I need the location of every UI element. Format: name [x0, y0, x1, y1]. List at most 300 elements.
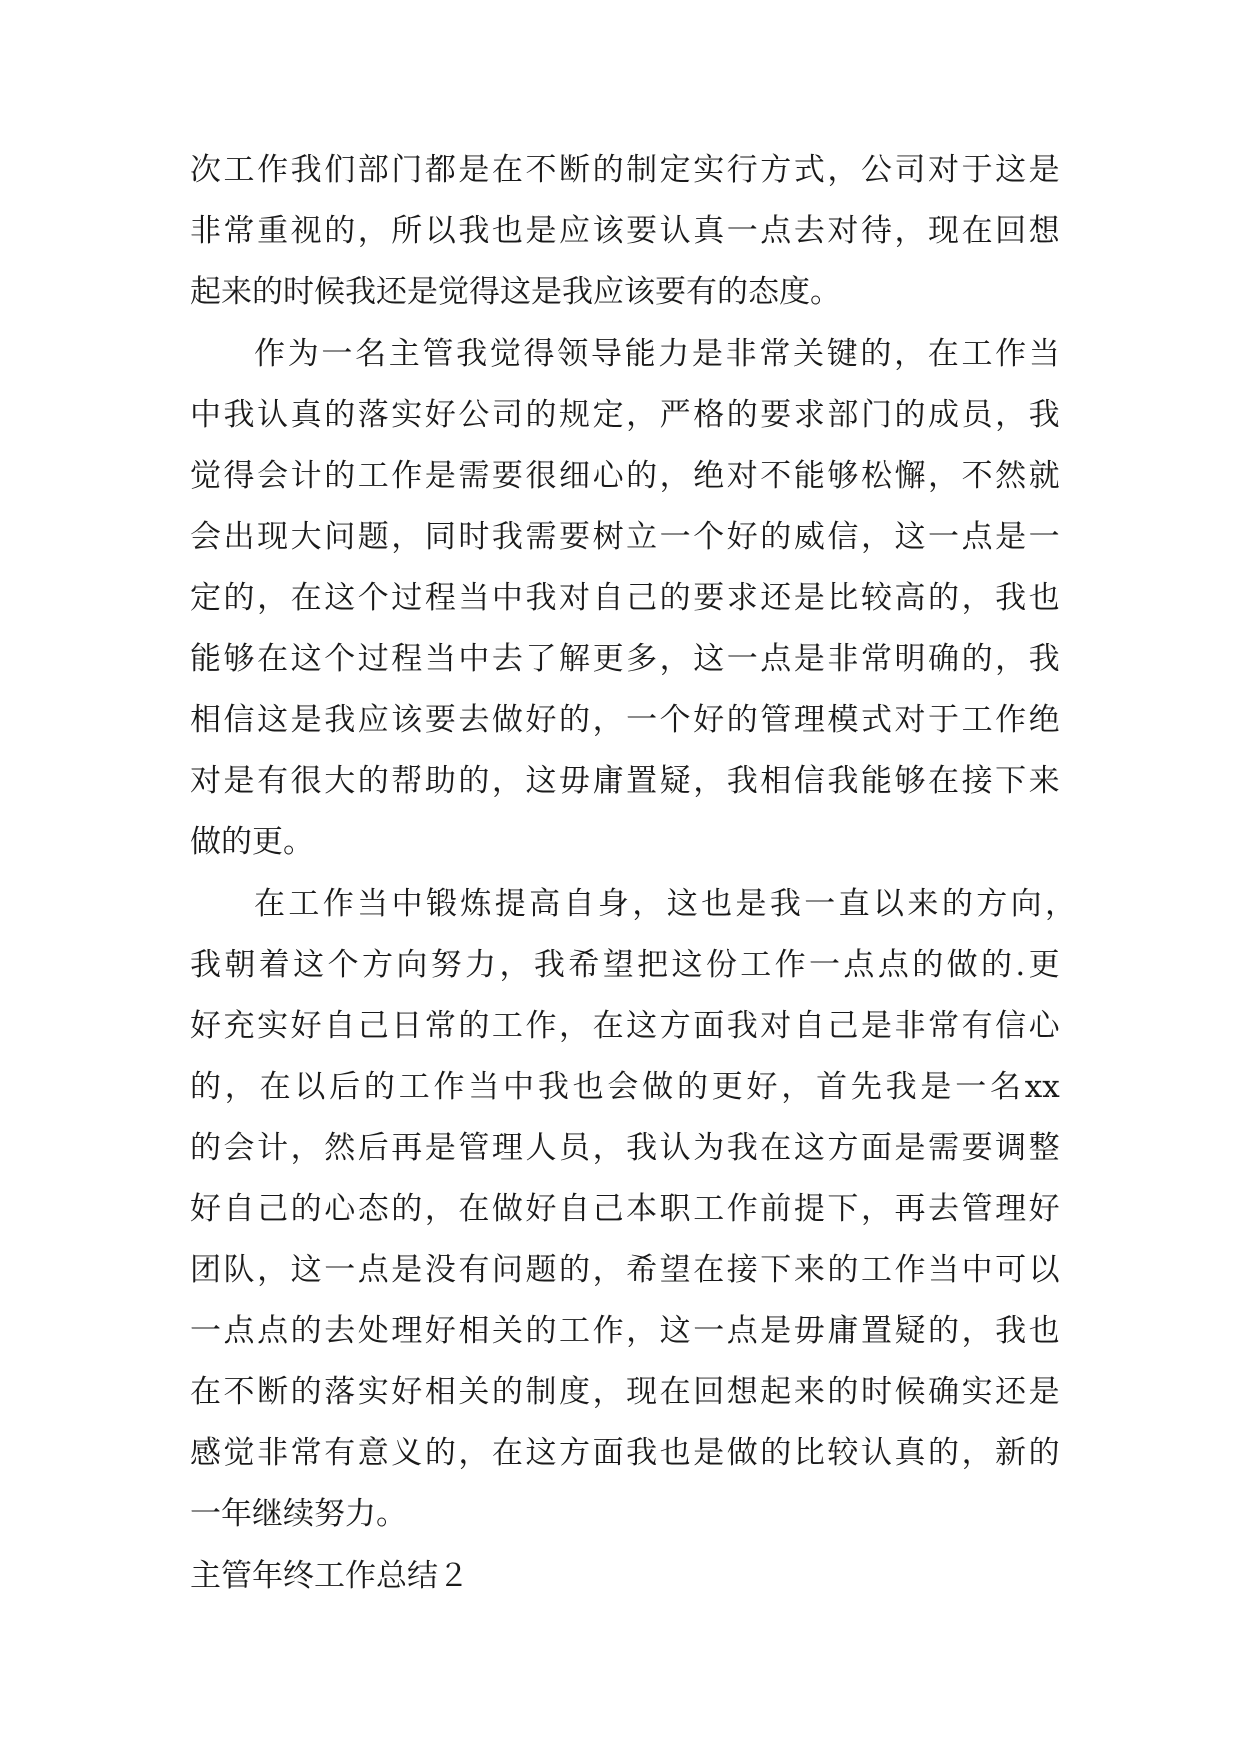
line-char: 真	[290, 397, 322, 433]
line-char: 前	[760, 1191, 792, 1227]
line-char: ，	[860, 519, 892, 555]
line-char: 这	[293, 947, 325, 983]
line-char: 求	[793, 397, 825, 433]
heading-text: 主管年终工作总结２	[190, 1558, 469, 1594]
line-char: 管	[760, 702, 792, 738]
line-char: 会	[607, 1069, 639, 1105]
line-char: 毋	[793, 1313, 825, 1349]
line-char: 现	[257, 519, 289, 555]
line-char: 比	[827, 580, 859, 616]
line-char: 提	[494, 886, 526, 922]
line-char: 做	[946, 947, 978, 983]
line-char: 自	[223, 1191, 255, 1227]
line-char: 我	[626, 1130, 658, 1166]
line-char: 我	[626, 1435, 658, 1471]
line-char: 锻	[425, 886, 457, 922]
line-char: 也	[659, 1435, 691, 1471]
line-char: 这	[525, 1435, 557, 1471]
line-char: 一	[1028, 519, 1060, 555]
line-char: 工	[860, 1252, 892, 1288]
line-char: 己	[592, 1191, 624, 1227]
line-char: 就	[1028, 458, 1060, 494]
line-char: 们	[324, 152, 356, 188]
line-char: 好	[525, 702, 557, 738]
line-char: 好	[525, 1191, 557, 1227]
line-char: 的	[928, 580, 960, 616]
line-char: 面	[693, 1008, 725, 1044]
line-char: 提	[793, 1191, 825, 1227]
line-char: 不	[760, 458, 792, 494]
line-char: 格	[693, 397, 725, 433]
line-char: 确	[928, 641, 960, 677]
line-char: 管	[422, 336, 454, 372]
line-char: 对	[928, 152, 960, 188]
line-char: 也	[701, 886, 733, 922]
line-char: 团	[190, 1252, 221, 1288]
line-char: 要	[693, 580, 725, 616]
line-char: 门	[391, 152, 423, 188]
line-char: 我	[537, 1069, 569, 1105]
line-char: 下	[827, 1191, 859, 1227]
line-char: 的	[559, 1252, 591, 1288]
line-char: 式	[860, 702, 892, 738]
line-char: 高	[529, 886, 561, 922]
line-char: 这	[666, 886, 698, 922]
line-char: 做	[491, 1191, 523, 1227]
line-char: ，	[827, 152, 859, 188]
line-char: 次	[190, 152, 221, 188]
line-char: 该	[592, 213, 624, 249]
line-char: 程	[424, 580, 456, 616]
line-char: ，	[424, 1191, 456, 1227]
line-char: 点	[961, 519, 993, 555]
line-char: 制	[626, 152, 658, 188]
line-char: 理	[995, 1191, 1027, 1227]
line-char: ，	[1044, 886, 1076, 922]
line-char: 要	[559, 519, 591, 555]
paragraph-line	[190, 456, 1060, 496]
line-char: 朝	[224, 947, 256, 983]
line-char: 工	[961, 702, 993, 738]
line-char: 当	[1028, 336, 1060, 372]
line-char: ，	[659, 641, 691, 677]
line-char: 在	[491, 152, 523, 188]
line-char: 己	[827, 1008, 859, 1044]
line-char: 的	[190, 1130, 221, 1166]
line-char: 能	[793, 458, 825, 494]
line-char: 问	[324, 519, 356, 555]
line-char: 规	[559, 397, 591, 433]
line-char: 相	[190, 702, 221, 738]
line-char: 现	[928, 213, 960, 249]
line-char: 解	[559, 641, 591, 677]
line-char: 好	[726, 519, 758, 555]
line-char: 这	[995, 152, 1027, 188]
line-char: 的	[424, 1435, 456, 1471]
line-char: ，	[860, 1191, 892, 1227]
line-char: 整	[1028, 1130, 1060, 1166]
line-char: 也	[1028, 580, 1060, 616]
line-char: 心	[1028, 1008, 1060, 1044]
line-char: 帮	[391, 763, 423, 799]
line-char: 后	[329, 1069, 361, 1105]
line-char: 义	[391, 1435, 423, 1471]
line-char: 回	[995, 213, 1027, 249]
line-char: 我	[827, 763, 859, 799]
line-char: 不	[525, 152, 557, 188]
line-char: 得	[523, 336, 555, 372]
line-char: 中	[491, 580, 523, 616]
line-char: 也	[1028, 1313, 1060, 1349]
line-char: 相	[424, 1374, 456, 1410]
line-char: 觉	[223, 1435, 255, 1471]
line-char: 有	[324, 1435, 356, 1471]
line-char: 会	[257, 458, 289, 494]
paragraph-line	[190, 1006, 1060, 1046]
line-char: 比	[793, 1435, 825, 1471]
line-char: 需	[928, 1130, 960, 1166]
line-char: 的	[290, 1313, 322, 1349]
line-char: 严	[659, 397, 691, 433]
line-char: 再	[894, 1191, 926, 1227]
line-char: 工	[693, 1191, 725, 1227]
line-char: ，	[961, 580, 993, 616]
line-char: 实	[357, 1374, 389, 1410]
line-char: 待	[860, 213, 892, 249]
line-char: 应	[559, 213, 591, 249]
line-char: 方	[559, 1435, 591, 1471]
line-char: 绝	[1028, 702, 1060, 738]
line-char: 的	[559, 702, 591, 738]
line-char: 为	[287, 336, 319, 372]
line-char: 我	[491, 519, 523, 555]
line-char: ，	[391, 519, 423, 555]
line-char: ，	[928, 458, 960, 494]
line-char: 常	[223, 213, 255, 249]
line-char: 以	[873, 886, 905, 922]
line-char: ，	[357, 213, 389, 249]
line-char: 非	[894, 1008, 926, 1044]
line-char: 得	[223, 458, 255, 494]
line-char: 是	[894, 1130, 926, 1166]
line-char: ，	[894, 336, 926, 372]
line-char: 首	[816, 1069, 848, 1105]
paragraph-line	[190, 395, 1060, 435]
line-char: 键	[826, 336, 858, 372]
line-char: 计	[257, 1130, 289, 1166]
line-char: 的	[894, 397, 926, 433]
line-char: 人	[525, 1130, 557, 1166]
line-char: 的	[860, 336, 892, 372]
line-char: 还	[995, 1374, 1027, 1410]
line-char: 以	[294, 1069, 326, 1105]
line-char: 工	[961, 336, 993, 372]
line-char: 一	[928, 519, 960, 555]
line-char: 作	[525, 1008, 557, 1044]
line-char: 是	[525, 213, 557, 249]
line-char: 炼	[460, 886, 492, 922]
line-char: 是	[691, 336, 723, 372]
line-char: 在	[760, 1130, 792, 1166]
line-char: 能	[860, 763, 892, 799]
line-char: 立	[626, 519, 658, 555]
line-char: 助	[424, 763, 456, 799]
line-char: 主	[388, 336, 420, 372]
line-char: 觉	[489, 336, 521, 372]
line-char: 感	[190, 1435, 221, 1471]
line-char: 职	[659, 1191, 691, 1227]
line-char: 模	[827, 702, 859, 738]
line-char: 公	[860, 152, 892, 188]
paragraph-line	[190, 639, 1060, 679]
line-char: 较	[827, 1435, 859, 1471]
line-char: 司	[894, 152, 926, 188]
line-char: 会	[190, 519, 221, 555]
line-char: 是	[793, 641, 825, 677]
line-char: 关	[458, 1374, 490, 1410]
line-char: 有	[257, 763, 289, 799]
line-char: 的	[928, 1313, 960, 1349]
line-char: 司	[491, 397, 523, 433]
line-char: 理	[793, 702, 825, 738]
line-char: 非	[827, 641, 859, 677]
line-char: 的	[760, 519, 792, 555]
paragraph-line	[190, 761, 1060, 801]
line-char: 的	[290, 1191, 322, 1227]
line-char: 身	[597, 886, 629, 922]
line-char: 于	[928, 702, 960, 738]
line-char: ，	[626, 397, 658, 433]
line-char: 中	[190, 397, 221, 433]
line-char: ，	[559, 1008, 591, 1044]
line-char: 力	[658, 336, 690, 372]
line-char: 一	[693, 1313, 725, 1349]
line-char: 的	[324, 397, 356, 433]
line-char: 在	[259, 1069, 291, 1105]
line-char: 作	[894, 1252, 926, 1288]
line-char: 信	[995, 1008, 1027, 1044]
line-char: ，	[257, 1252, 289, 1288]
line-char: 点	[257, 1313, 289, 1349]
line-char: 是	[424, 1130, 456, 1166]
line-char: 更	[592, 641, 624, 677]
line-char: 的	[626, 458, 658, 494]
line-char: 的	[726, 397, 758, 433]
line-char: 的	[941, 886, 973, 922]
line-char: 细	[559, 458, 591, 494]
line-char: 好	[190, 1008, 221, 1044]
line-char: 现	[626, 1374, 658, 1410]
line-char: 觉	[190, 458, 221, 494]
line-char: 有	[458, 1252, 490, 1288]
line-char: 的	[491, 1374, 523, 1410]
line-char: 的	[357, 763, 389, 799]
line-char: 的	[290, 1374, 322, 1410]
line-char: 管	[458, 1130, 490, 1166]
line-char: 的	[525, 1313, 557, 1349]
line-char: 在	[190, 1374, 221, 1410]
line-char: 也	[572, 1069, 604, 1105]
line-char: ，	[632, 886, 664, 922]
line-char: 的	[760, 1435, 792, 1471]
line-char: 我	[1028, 641, 1060, 677]
line-char: 当	[468, 1069, 500, 1105]
line-char: 去	[491, 641, 523, 677]
line-char: 然	[324, 1130, 356, 1166]
line-char: 在	[693, 1252, 725, 1288]
paragraph-line	[190, 1372, 1060, 1412]
line-char: ，	[458, 1435, 490, 1471]
line-char: ，	[961, 1313, 993, 1349]
line-char: 对	[894, 702, 926, 738]
line-char: 好	[1028, 1191, 1060, 1227]
line-char: 部	[827, 397, 859, 433]
line-char: 我	[458, 213, 490, 249]
line-char: 好	[190, 1191, 221, 1227]
line-char: 较	[860, 580, 892, 616]
line-char: 题	[525, 1252, 557, 1288]
line-char: 很	[290, 763, 322, 799]
line-char: 于	[961, 152, 993, 188]
line-char: 工	[740, 947, 772, 983]
line-char: 我	[324, 702, 356, 738]
paragraph-line	[190, 1128, 1060, 1168]
line-char: 先	[850, 1069, 882, 1105]
line-char: 希	[568, 947, 600, 983]
line-char: 以	[1028, 1252, 1060, 1288]
line-char: 这	[671, 947, 703, 983]
line-char: 一	[809, 947, 841, 983]
line-char: 应	[357, 702, 389, 738]
line-char: 重	[257, 213, 289, 249]
line-char: 意	[357, 1435, 389, 1471]
line-char: 时	[860, 1374, 892, 1410]
line-char: 点	[877, 947, 909, 983]
line-char: 是	[223, 763, 255, 799]
line-char: 对	[760, 1008, 792, 1044]
line-char: 去	[458, 702, 490, 738]
line-char: 做	[491, 702, 523, 738]
line-char: 自	[559, 1191, 591, 1227]
line-char: 我	[525, 580, 557, 616]
line-char: 要	[626, 213, 658, 249]
line-char: 是	[424, 458, 456, 494]
line-char: 作	[995, 336, 1027, 372]
line-char: 的	[592, 152, 624, 188]
line-char: 这	[324, 580, 356, 616]
line-char: ，	[224, 1069, 256, 1105]
line-char: 高	[894, 580, 926, 616]
line-char: 够	[223, 641, 255, 677]
line-char: 程	[391, 641, 423, 677]
line-char: 置	[626, 763, 658, 799]
line-char: 回	[693, 1374, 725, 1410]
line-char: 以	[424, 213, 456, 249]
line-char: 新	[995, 1435, 1027, 1471]
line-char: 做	[726, 1435, 758, 1471]
line-char: 想	[1028, 213, 1060, 249]
line-char: 去	[928, 1191, 960, 1227]
line-char: 的	[726, 702, 758, 738]
line-char: 过	[391, 580, 423, 616]
paragraph-line	[254, 334, 1060, 374]
line-char: 松	[860, 458, 892, 494]
line-char: 有	[961, 1008, 993, 1044]
line-char: 好	[290, 1008, 322, 1044]
line-char: 来	[907, 886, 939, 922]
line-char: 工	[491, 1008, 523, 1044]
line-char: 工	[357, 458, 389, 494]
line-char: 不	[961, 458, 993, 494]
line-char: 己	[257, 1191, 289, 1227]
paragraph-line	[190, 578, 1060, 618]
line-char: 我	[726, 763, 758, 799]
line-char: 当	[928, 1252, 960, 1288]
line-char: 向	[396, 947, 428, 983]
line-char: ，	[995, 397, 1027, 433]
line-char: 份	[705, 947, 737, 983]
line-char: 对	[726, 458, 758, 494]
line-char: 威	[793, 519, 825, 555]
line-char: 是	[693, 1435, 725, 1471]
line-char: 名	[355, 336, 387, 372]
line-char: 常	[424, 1008, 456, 1044]
line-char: ，	[491, 763, 523, 799]
line-char: 来	[793, 1374, 825, 1410]
line-char: 工	[559, 1313, 591, 1349]
line-char: 断	[559, 152, 591, 188]
line-char: 信	[223, 702, 255, 738]
line-char: 视	[290, 213, 322, 249]
line-char: ，	[894, 213, 926, 249]
line-char: ，	[659, 458, 691, 494]
line-char: ，	[961, 1435, 993, 1471]
line-char: 这	[626, 1008, 658, 1044]
line-char: 点	[843, 947, 875, 983]
line-char: 个	[327, 947, 359, 983]
line-char: 管	[961, 1191, 993, 1227]
line-char: 一	[955, 1069, 987, 1105]
line-char: 充	[223, 1008, 255, 1044]
line-char: 中	[391, 886, 423, 922]
line-char: 信	[827, 519, 859, 555]
line-char: 没	[424, 1252, 456, 1288]
line-char: 的	[458, 763, 490, 799]
paragraph-line	[190, 945, 1060, 985]
line-char: 实	[257, 1008, 289, 1044]
line-char: 在	[290, 580, 322, 616]
line-char: 中	[503, 1069, 535, 1105]
line-char: 作	[774, 947, 806, 983]
line-char: 题	[357, 519, 389, 555]
line-char: 再	[391, 1130, 423, 1166]
line-char: 接	[726, 1252, 758, 1288]
line-char: 过	[357, 641, 389, 677]
line-char: 的	[458, 1008, 490, 1044]
line-char: 理	[391, 1313, 423, 1349]
line-char: 认	[257, 397, 289, 433]
line-char: 都	[424, 152, 456, 188]
line-char: 度	[559, 1374, 591, 1410]
line-char: 作	[322, 886, 354, 922]
line-char: 一	[726, 641, 758, 677]
paragraph-line	[190, 1433, 1060, 1473]
line-char: 为	[693, 1130, 725, 1166]
line-char: 是	[1028, 152, 1060, 188]
line-char: 望	[602, 947, 634, 983]
line-char: 真	[894, 1435, 926, 1471]
line-char: ，	[499, 947, 531, 983]
